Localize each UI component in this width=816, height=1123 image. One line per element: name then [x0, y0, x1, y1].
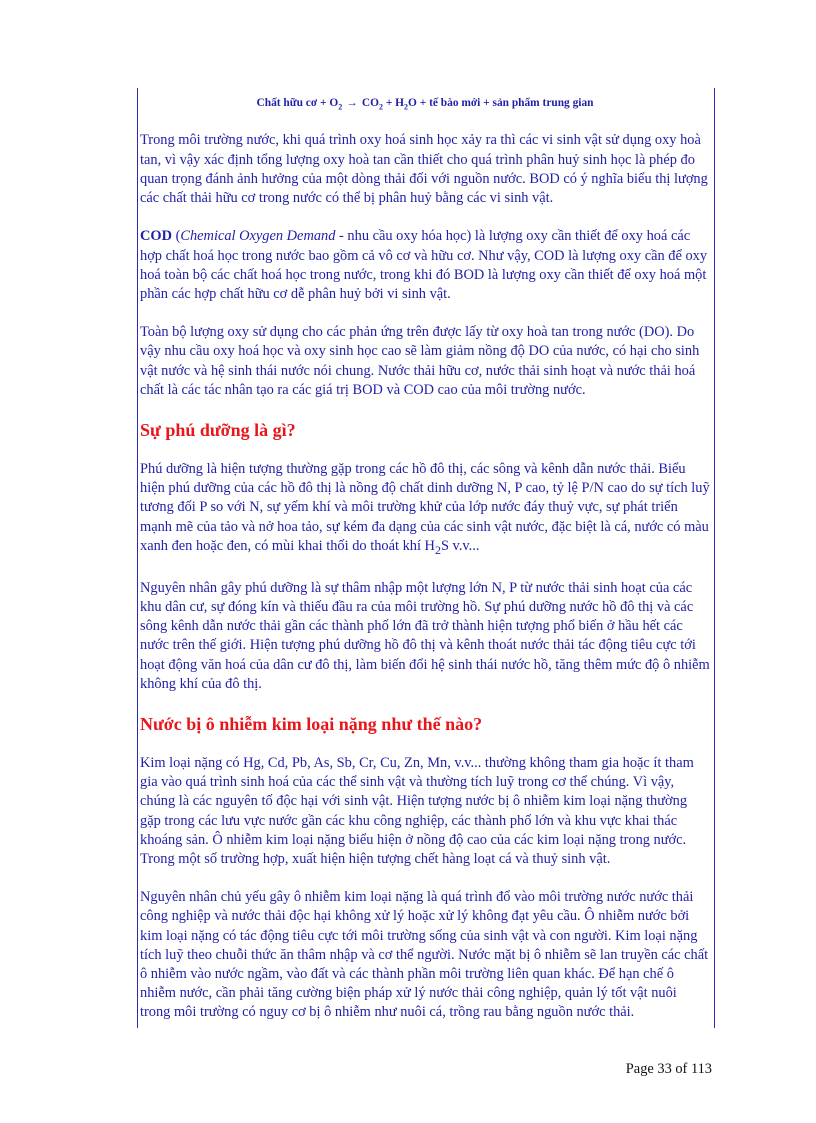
cod-definition: Chemical Oxygen Demand: [180, 228, 336, 245]
heading-heavy-metal: Nước bị ô nhiễm kim loại nặng như thế nào?: [140, 714, 483, 735]
paragraph-eutrophication-2: Nguyên nhân gây phú dưỡng là sự thâm nhập một lượng lớn N, P từ nước thải sinh hoạt của các khu dân cư, sự đóng kín và thiếu đầu ra của môi trường hồ. Sự phú dưỡng nước hồ đô thị và các sông kênh dẫn nước thải gần các thành phố lớn đã trở thành hiện tượng phổ biến ở hầu hết các nước trên thế giới. Hiện tượng phú dưỡng hồ đô thị và kênh thoát nước thải tác động tiêu cực tới hoạt động văn hoá của dân cư đô thị, làm biến đổi hệ sinh thái nước hồ, tăng thêm mức độ ô nhiễm không khí của đô thị.: [140, 579, 710, 692]
eutro-sub: 2: [434, 542, 441, 557]
eutro-text: Phú dưỡng là hiện tượng thường gặp trong các hồ đô thị, các sông và kênh dẫn nước thải. Biểu hiện phú dưỡng của các hồ đô thị là nồng độ chất dinh dưỡng N, P cao, tỷ lệ P/N cao do sự tích luỹ tương đối P so với N, sự yếm khí và môi trường khử của lớp nước đáy thuỷ vực, sự phát triển mạnh mẽ của tảo và nở hoa tảo, sự kém đa dạng của các sinh vật nước, đặc biệt là cá, nước có màu xanh đen hoặc đen, có mùi khai thối do thoát khí H: [140, 460, 710, 554]
arrow-icon: →: [346, 97, 358, 109]
formula-sub: 2: [379, 102, 383, 112]
heading-eutrophication: Sự phú dưỡng là gì?: [140, 419, 296, 440]
paragraph-cod: [140, 227, 710, 304]
right-border-rule: [714, 88, 715, 1028]
formula-sub: 2: [404, 102, 409, 112]
left-border-rule: [137, 88, 138, 1028]
formula-sub: 2: [338, 102, 343, 112]
formula-h2o: + H: [383, 97, 405, 109]
paragraph-heavy-metal-2: Nguyên nhân chủ yếu gây ô nhiễm kim loại nặng là quá trình đổ vào môi trường nước nước thải công nghiệp và nước thải độc hại không xử lý hoặc xử lý không đạt yêu cầu. Ô nhiễm nước bởi kim loại nặng có tác động tiêu cực tới môi trường sống của sinh vật và con người. Kim loại nặng tích luỹ theo chuỗi thức ăn thâm nhập và cơ thể người. Nước mặt bị ô nhiễm sẽ lan truyền các chất ô nhiễm vào nước ngầm, vào đất và các thành phần môi trường liên quan khác. Để hạn chế ô nhiễm nước, cần phải tăng cường biện pháp xử lý nước thải công nghiệp, quản lý tốt vật nuôi trong môi trường có nguy cơ bị ô nhiễm như nuôi cá, trồng rau bằng nguồn nước thải.: [140, 889, 709, 1021]
paragraph-do: Toàn bộ lượng oxy sử dụng cho các phản ứng trên được lấy từ oxy hoà tan trong nước (DO). Do vậy nhu cầu oxy hoá học và oxy sinh học cao sẽ làm giảm nồng độ DO của nước, có hại cho sinh vật nước và hệ sinh thái nước nói chung. Nước thải hữu cơ, nước thải sinh hoạt và nước thải hoá chất là các tác nhân tạo ra các giá trị BOD và COD cao của môi trường nước.: [140, 324, 700, 398]
cod-term: COD: [140, 228, 172, 245]
paragraph-heavy-metal-1: Kim loại nặng có Hg, Cd, Pb, As, Sb, Cr, Cu, Zn, Mn, v.v... thường không tham gia hoặc ít tham gia vào quá trình sinh hoá của các thể sinh vật và thường tích luỹ trong cơ thể chúng. Vì vậy, chúng là các nguyên tố độc hại với sinh vật. Hiện tượng nước bị ô nhiễm kim loại nặng thường gặp trong các lưu vực nước gần các khu công nghiệp, các thành phố lớn và khu vực khai thác khoáng sản. Ô nhiễm kim loại nặng biểu hiện ở nồng độ cao của các kim loại nặng trong nước. Trong một số trường hợp, xuất hiện hiện tượng chết hàng loạt cá và thuỷ sinh vật.: [140, 755, 694, 868]
formula-lhs: Chất hữu cơ + O: [256, 97, 339, 109]
eutro-text-end: S v.v...: [440, 537, 480, 554]
page-number: Page 33 of 113: [625, 1061, 712, 1077]
paragraph-bod: Trong môi trường nước, khi quá trình oxy hoá sinh học xảy ra thì các vi sinh vật sử dụng oxy hoà tan, vì vậy xác định tổng lượng oxy hoà tan cần thiết cho quá trình phân huỷ sinh học là phép đo quan trọng đánh ảnh hưởng của một dòng thải đối với nguồn nước. BOD có ý nghĩa biểu thị lượng các chất thải hữu cơ trong nước có thể bị phân huỷ bằng các vi sinh vật.: [140, 132, 708, 207]
document-body: [140, 94, 710, 1042]
formula-co2: CO: [361, 97, 379, 109]
cod-paren: (: [171, 228, 181, 245]
reaction-formula: [140, 94, 710, 116]
paragraph-eutrophication-1: [140, 460, 710, 560]
formula-products: O + tế bào mới + sản phẩm trung gian: [408, 97, 594, 109]
cod-text: - nhu cầu oxy hóa học) là lượng oxy cần thiết để oxy hoá các hợp chất hoá học trong nước bao gồm cả vô cơ và hữu cơ. Như vậy, COD là lượng oxy cần để oxy hoá toàn bộ các chất hoá học trong nước, trong khi đó BOD là lượng oxy cần thiết để oxy hoá một phần các hợp chất hữu cơ dễ phân huỷ bởi vi sinh vật.: [140, 228, 708, 302]
